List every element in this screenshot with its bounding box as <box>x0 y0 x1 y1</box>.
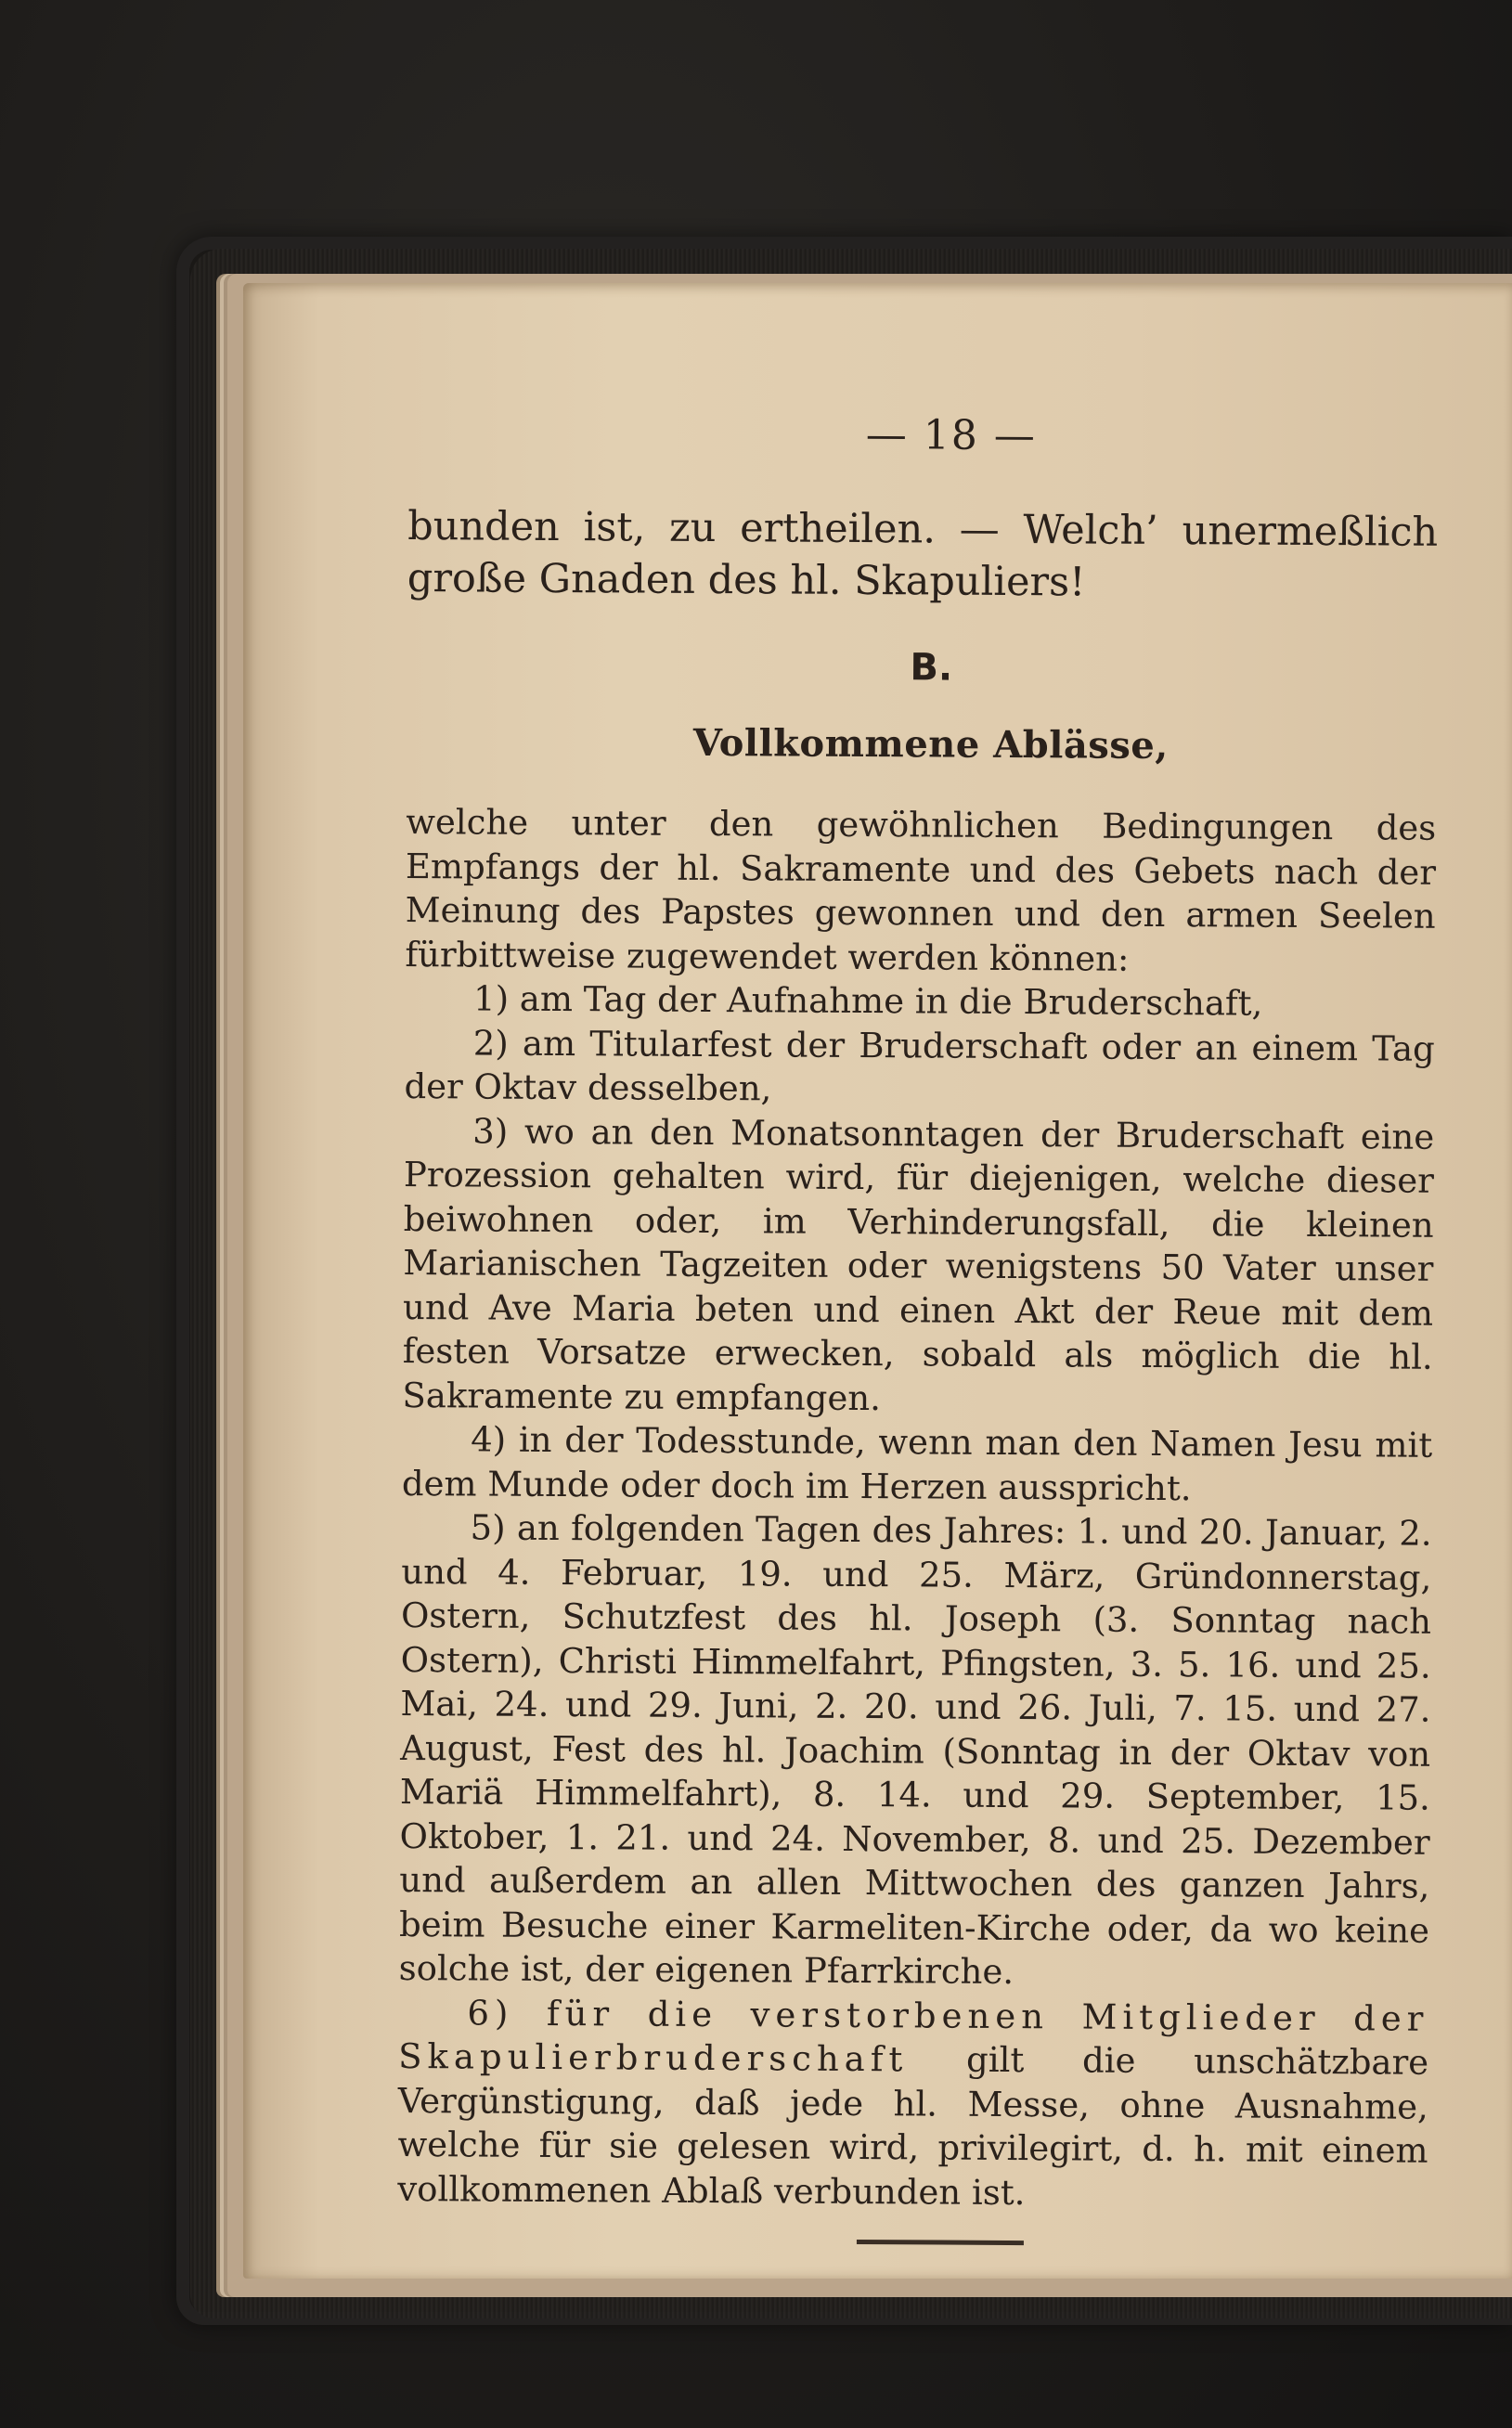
page-text-block <box>397 408 1439 2248</box>
item-6-spaced-text: 6) für die verstorbenen Mitglieder der Skapulierbruderschaft <box>398 1992 1429 2080</box>
paragraph-item-3: 3) wo an den Monatsonntagen der Bruderschaft eine Prozession gehalten wird, für diejenigen, welche dieser beiwohnen oder, im Verhinderungsfall, die kleinen Marianischen Tagzeiten oder wenigstens 50 Vater unser und Ave Maria beten und einen Akt der Reue mit dem festen Vorsatze erwecken, sobald als möglich die hl. Sakramente zu empfangen. <box>402 1110 1435 1418</box>
paragraph-item-2: 2) am Titularfest der Bruderschaft oder an einem Tag der Oktav desselben, <box>404 1022 1435 1109</box>
paragraph-item-1: 1) am Tag der Aufnahme in die Bruderschaft, <box>472 978 1263 1024</box>
paragraph-conditions: welche unter den gewöhnlichen Bedingungen des Empfangs der hl. Sakramente und des Gebets nach der Meinung des Papstes gewonnen und den armen Seelen fürbittweise zugewendet werden können: <box>405 801 1437 979</box>
section-heading: Vollkommene Ablässe, <box>692 720 1169 768</box>
closing-rule <box>857 2240 1024 2245</box>
section-letter: B. <box>910 646 953 690</box>
item-6-text: gilt die unschätzbare Vergünstigung, daß jede hl. Messe, ohne Ausnahme, welche für sie gelesen wird, privilegirt, d. h. mit einem vollkommenen Ablaß verbunden ist. <box>397 2039 1429 2213</box>
paragraph-item-5: 5) an folgenden Tagen des Jahres: 1. und 20. Januar, 2. und 4. Februar, 19. und 25. März, Gründonnerstag, Ostern, Schutzfest des hl. Joseph (3. Sonntag nach Ostern), Christi Himmelfahrt, Pfingsten, 3. 5. 16. und 25. Mai, 24. und 29. Juni, 2. 20. und 26. Juli, 7. 15. und 27. August, Fest des hl. Joachim (Sonntag in der Oktav von Mariä Himmelfahrt), 8. 14. und 29. September, 15. Oktober, 1. 21. und 24. November, 8. und 25. Dezember und außerdem an allen Mittwochen des ganzen Jahrs, beim Besuche einer Karmeliten-Kirche oder, da wo keine solche ist, der eigenen Pfarrkirche. <box>398 1507 1432 1993</box>
paragraph-item-4: 4) in der Todesstunde, wenn man den Namen Jesu mit dem Munde oder doch im Herzen ausspricht. <box>401 1419 1433 1508</box>
page-number: — 18 — <box>865 411 1037 460</box>
intro-paragraph: bunden ist, zu ertheilen. — Welch’ unermeßlich große Gnaden des hl. Skapuliers! <box>407 502 1439 606</box>
paragraph-item-6 <box>397 1990 1428 2216</box>
